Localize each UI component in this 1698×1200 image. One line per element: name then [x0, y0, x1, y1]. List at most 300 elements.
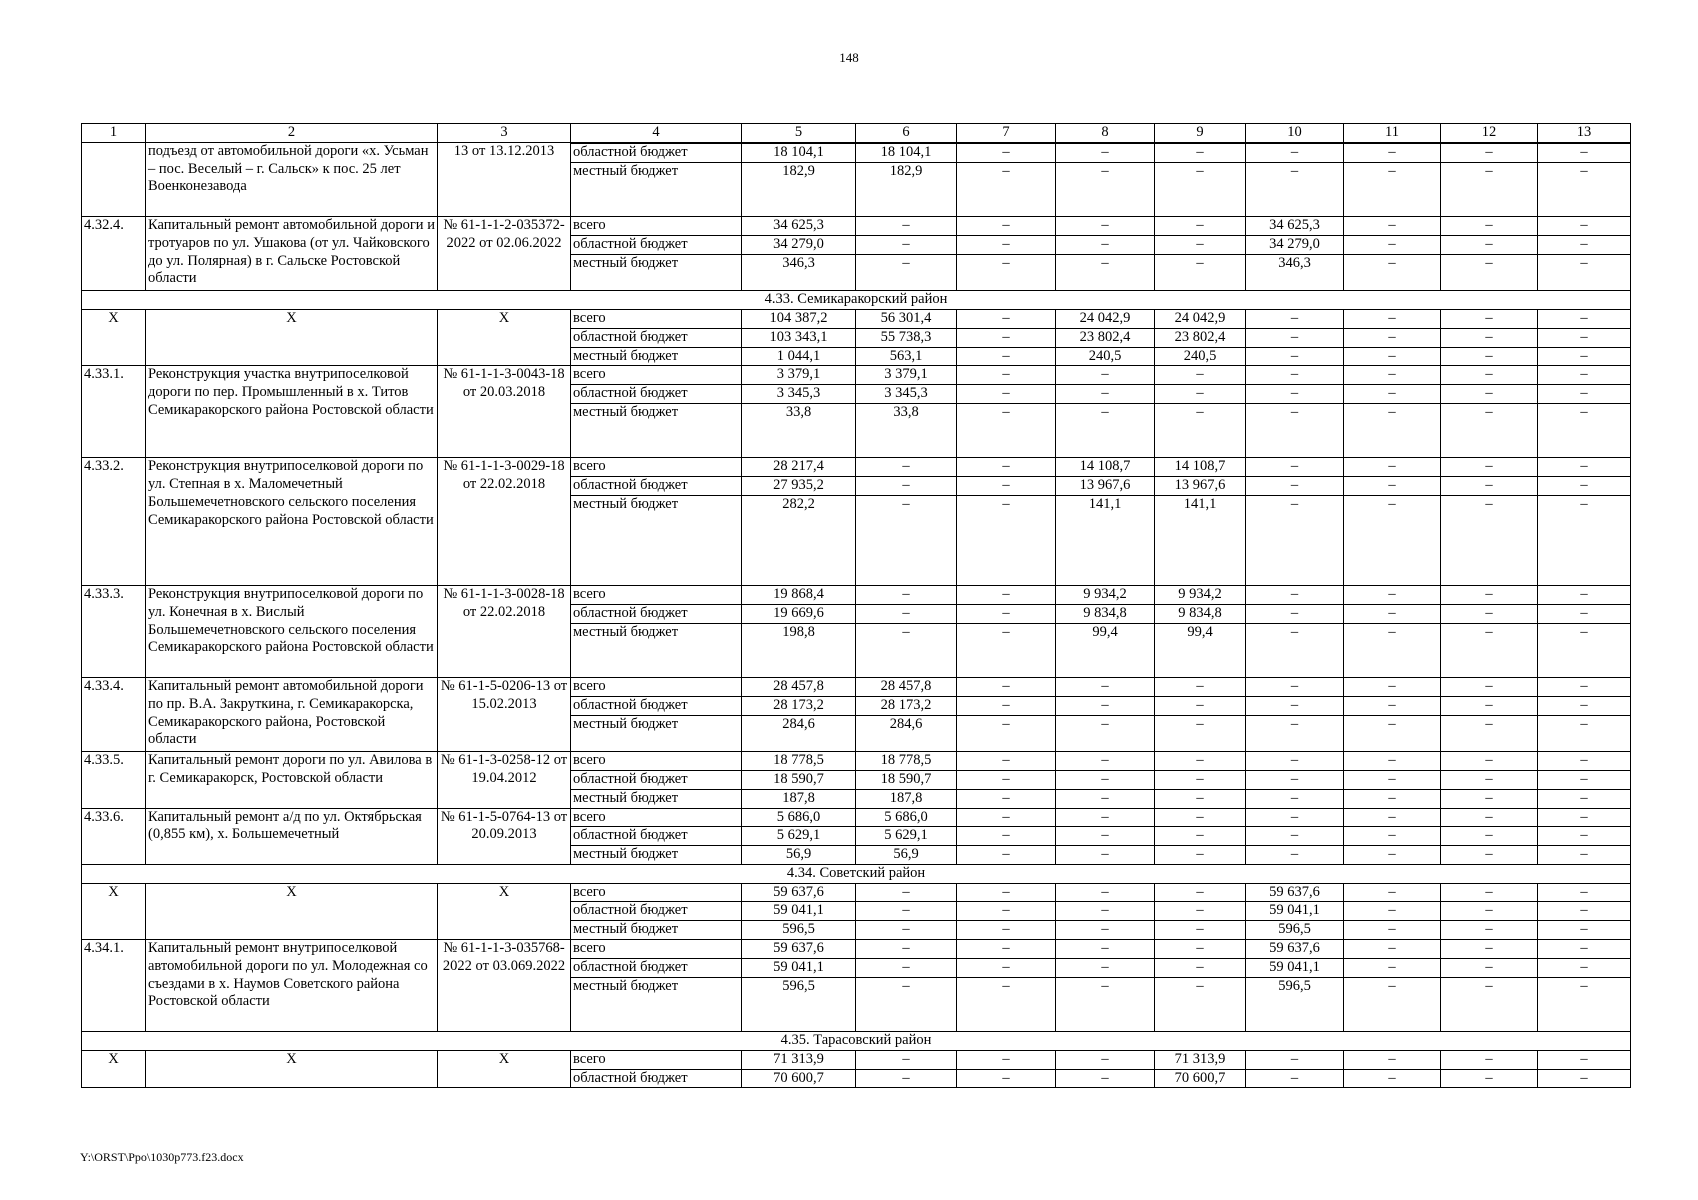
value-cell: –	[957, 495, 1056, 585]
value-cell: –	[1246, 604, 1344, 623]
value-cell: –	[1056, 366, 1155, 385]
header-cell: 13	[1538, 124, 1631, 143]
value-cell: 9 934,2	[1056, 585, 1155, 604]
value-cell: –	[1155, 677, 1246, 696]
value-cell: 3 345,3	[742, 385, 856, 404]
table-row	[82, 458, 1631, 477]
value-cell: 103 343,1	[742, 328, 856, 347]
value-cell: –	[1056, 254, 1155, 291]
value-cell: 59 041,1	[742, 958, 856, 977]
value-cell: 5 629,1	[742, 827, 856, 846]
value-cell: –	[1441, 235, 1538, 254]
value-cell: –	[856, 585, 957, 604]
value-cell: 28 457,8	[856, 677, 957, 696]
value-cell: –	[856, 495, 957, 585]
value-cell: –	[856, 921, 957, 940]
value-cell: –	[957, 477, 1056, 496]
value-cell: –	[957, 715, 1056, 752]
header-cell: 2	[146, 124, 438, 143]
value-cell: –	[1538, 328, 1631, 347]
header-cell: 12	[1441, 124, 1538, 143]
value-cell: –	[1538, 770, 1631, 789]
section-title: 4.33. Семикаракорский район	[82, 291, 1631, 310]
header-cell: 10	[1246, 124, 1344, 143]
value-cell: –	[957, 623, 1056, 677]
funding-source: всего	[571, 883, 742, 902]
value-cell: –	[1246, 770, 1344, 789]
value-cell: –	[957, 143, 1056, 162]
value-cell: –	[957, 921, 1056, 940]
value-cell: –	[1538, 403, 1631, 457]
value-cell: 19 669,6	[742, 604, 856, 623]
value-cell: –	[957, 366, 1056, 385]
object-name: Капитальный ремонт дороги по ул. Авилова в г. Семикаракорск, Ростовской области	[146, 752, 438, 808]
value-cell: –	[1155, 977, 1246, 1031]
value-cell: 141,1	[1056, 495, 1155, 585]
value-cell: 99,4	[1056, 623, 1155, 677]
value-cell: 18 778,5	[856, 752, 957, 771]
funding-source: областной бюджет	[571, 604, 742, 623]
funding-source: местный бюджет	[571, 789, 742, 808]
value-cell: –	[957, 347, 1056, 366]
value-cell: –	[1441, 977, 1538, 1031]
value-cell: –	[1538, 808, 1631, 827]
value-cell: –	[1344, 1069, 1441, 1088]
document-number: X	[438, 1050, 571, 1088]
value-cell: –	[1344, 254, 1441, 291]
value-cell: –	[1441, 477, 1538, 496]
value-cell: –	[1441, 495, 1538, 585]
value-cell: 70 600,7	[1155, 1069, 1246, 1088]
value-cell: 27 935,2	[742, 477, 856, 496]
value-cell: –	[1344, 902, 1441, 921]
row-number: 4.33.1.	[82, 366, 146, 458]
table-row	[82, 752, 1631, 771]
value-cell: –	[1246, 1050, 1344, 1069]
row-number: X	[82, 1050, 146, 1088]
value-cell: –	[1344, 1050, 1441, 1069]
document-number: 13 от 13.12.2013	[438, 142, 571, 216]
row-number: X	[82, 309, 146, 365]
row-number: 4.33.2.	[82, 458, 146, 586]
value-cell: –	[957, 216, 1056, 235]
value-cell: –	[1344, 495, 1441, 585]
value-cell: 71 313,9	[742, 1050, 856, 1069]
value-cell: –	[856, 477, 957, 496]
funding-source: местный бюджет	[571, 495, 742, 585]
value-cell: –	[1538, 752, 1631, 771]
value-cell: –	[1056, 677, 1155, 696]
value-cell: –	[1538, 623, 1631, 677]
value-cell: –	[1441, 770, 1538, 789]
value-cell: –	[1155, 366, 1246, 385]
value-cell: 596,5	[742, 921, 856, 940]
value-cell: –	[1441, 789, 1538, 808]
value-cell: –	[1441, 940, 1538, 959]
value-cell: –	[957, 235, 1056, 254]
value-cell: –	[1441, 677, 1538, 696]
funding-source: местный бюджет	[571, 162, 742, 216]
value-cell: –	[1246, 385, 1344, 404]
value-cell: –	[1155, 403, 1246, 457]
value-cell: –	[1344, 977, 1441, 1031]
value-cell: 346,3	[742, 254, 856, 291]
value-cell: 99,4	[1155, 623, 1246, 677]
value-cell: –	[1344, 585, 1441, 604]
value-cell: –	[1441, 458, 1538, 477]
value-cell: 187,8	[742, 789, 856, 808]
value-cell: –	[1441, 715, 1538, 752]
object-name: X	[146, 309, 438, 365]
value-cell: –	[957, 770, 1056, 789]
value-cell: 19 868,4	[742, 585, 856, 604]
funding-source: областной бюджет	[571, 696, 742, 715]
row-number: 4.33.5.	[82, 752, 146, 808]
value-cell: 3 345,3	[856, 385, 957, 404]
value-cell: –	[1246, 143, 1344, 162]
value-cell: –	[1538, 366, 1631, 385]
value-cell: 187,8	[856, 789, 957, 808]
value-cell: –	[1344, 477, 1441, 496]
header-cell: 7	[957, 124, 1056, 143]
header-cell: 8	[1056, 124, 1155, 143]
value-cell: 59 041,1	[1246, 958, 1344, 977]
value-cell: –	[1344, 143, 1441, 162]
funding-source: областной бюджет	[571, 235, 742, 254]
value-cell: –	[1155, 958, 1246, 977]
table-row	[82, 808, 1631, 827]
value-cell: –	[1246, 1069, 1344, 1088]
value-cell: 282,2	[742, 495, 856, 585]
row-number: 4.33.4.	[82, 677, 146, 751]
document-number: X	[438, 309, 571, 365]
value-cell: –	[1441, 1050, 1538, 1069]
value-cell: –	[1538, 846, 1631, 865]
value-cell: 18 778,5	[742, 752, 856, 771]
value-cell: 33,8	[742, 403, 856, 457]
funding-source: всего	[571, 808, 742, 827]
value-cell: –	[1538, 1050, 1631, 1069]
value-cell: 55 738,3	[856, 328, 957, 347]
funding-source: всего	[571, 366, 742, 385]
value-cell: –	[957, 789, 1056, 808]
object-name: X	[146, 883, 438, 939]
value-cell: –	[1538, 715, 1631, 752]
value-cell: –	[1441, 958, 1538, 977]
value-cell: –	[1538, 385, 1631, 404]
document-number: № 61-1-5-0206-13 от 15.02.2013	[438, 677, 571, 751]
funding-source: местный бюджет	[571, 921, 742, 940]
value-cell: 182,9	[742, 162, 856, 216]
value-cell: –	[1155, 827, 1246, 846]
value-cell: –	[1155, 808, 1246, 827]
value-cell: 28 217,4	[742, 458, 856, 477]
value-cell: –	[1441, 216, 1538, 235]
value-cell: 56 301,4	[856, 309, 957, 328]
value-cell: –	[957, 977, 1056, 1031]
section-row	[82, 1032, 1631, 1051]
value-cell: 182,9	[856, 162, 957, 216]
funding-source: всего	[571, 752, 742, 771]
header-cell: 1	[82, 124, 146, 143]
document-number: № 61-1-1-3-0029-18 от 22.02.2018	[438, 458, 571, 586]
value-cell: –	[856, 958, 957, 977]
value-cell: –	[1538, 883, 1631, 902]
value-cell: –	[856, 623, 957, 677]
value-cell: –	[1246, 715, 1344, 752]
value-cell: –	[1246, 403, 1344, 457]
value-cell: 1 044,1	[742, 347, 856, 366]
budget-table	[81, 123, 1631, 1088]
value-cell: –	[1344, 216, 1441, 235]
value-cell: 9 834,8	[1056, 604, 1155, 623]
value-cell: 24 042,9	[1056, 309, 1155, 328]
value-cell: 198,8	[742, 623, 856, 677]
value-cell: 5 629,1	[856, 827, 957, 846]
value-cell: –	[1344, 696, 1441, 715]
value-cell: –	[1344, 328, 1441, 347]
section-title: 4.35. Тарасовский район	[82, 1032, 1631, 1051]
value-cell: –	[1441, 696, 1538, 715]
funding-source: всего	[571, 940, 742, 959]
value-cell: –	[1538, 495, 1631, 585]
value-cell: –	[1538, 235, 1631, 254]
value-cell: 34 625,3	[1246, 216, 1344, 235]
value-cell: –	[1441, 143, 1538, 162]
value-cell: –	[856, 902, 957, 921]
object-name: Капитальный ремонт автомобильной дороги по пр. В.А. Закруткина, г. Семикаракорска, Семикаракорского района, Ростовской области	[146, 677, 438, 751]
value-cell: –	[1441, 808, 1538, 827]
value-cell: –	[1056, 752, 1155, 771]
value-cell: –	[1246, 495, 1344, 585]
value-cell: –	[1155, 789, 1246, 808]
value-cell: –	[1056, 977, 1155, 1031]
value-cell: 59 637,6	[1246, 883, 1344, 902]
value-cell: –	[957, 458, 1056, 477]
value-cell: 28 457,8	[742, 677, 856, 696]
funding-source: областной бюджет	[571, 827, 742, 846]
value-cell: 563,1	[856, 347, 957, 366]
value-cell: –	[1246, 309, 1344, 328]
value-cell: –	[856, 977, 957, 1031]
header-cell: 3	[438, 124, 571, 143]
value-cell: –	[1155, 940, 1246, 959]
header-cell: 9	[1155, 124, 1246, 143]
value-cell: –	[1441, 162, 1538, 216]
object-name: Капитальный ремонт а/д по ул. Октябрьская (0,855 км), х. Большемечетный	[146, 808, 438, 864]
value-cell: –	[1155, 921, 1246, 940]
value-cell: –	[1441, 403, 1538, 457]
object-name: X	[146, 1050, 438, 1088]
value-cell: –	[1538, 958, 1631, 977]
value-cell: –	[1155, 385, 1246, 404]
value-cell: 5 686,0	[742, 808, 856, 827]
value-cell: –	[1441, 1069, 1538, 1088]
value-cell: 3 379,1	[856, 366, 957, 385]
value-cell: 18 104,1	[742, 143, 856, 162]
value-cell: –	[1056, 921, 1155, 940]
value-cell: –	[957, 309, 1056, 328]
value-cell: –	[1155, 715, 1246, 752]
value-cell: 596,5	[1246, 977, 1344, 1031]
value-cell: 240,5	[1155, 347, 1246, 366]
funding-source: местный бюджет	[571, 254, 742, 291]
document-number: № 61-1-1-2-035372-2022 от 02.06.2022	[438, 216, 571, 290]
value-cell: –	[1246, 623, 1344, 677]
value-cell: –	[856, 216, 957, 235]
value-cell: –	[1344, 677, 1441, 696]
value-cell: –	[1056, 883, 1155, 902]
value-cell: –	[1344, 958, 1441, 977]
funding-source: всего	[571, 309, 742, 328]
funding-source: всего	[571, 585, 742, 604]
table-row	[82, 1050, 1631, 1069]
value-cell: 141,1	[1155, 495, 1246, 585]
value-cell: –	[856, 604, 957, 623]
funding-source: всего	[571, 1050, 742, 1069]
table-row	[82, 677, 1631, 696]
value-cell: –	[1155, 235, 1246, 254]
value-cell: 284,6	[856, 715, 957, 752]
table-row	[82, 883, 1631, 902]
value-cell: –	[957, 883, 1056, 902]
value-cell: 28 173,2	[856, 696, 957, 715]
value-cell: –	[1155, 254, 1246, 291]
value-cell: –	[1344, 883, 1441, 902]
value-cell: –	[1538, 902, 1631, 921]
value-cell: 14 108,7	[1155, 458, 1246, 477]
value-cell: –	[1056, 403, 1155, 457]
funding-source: всего	[571, 216, 742, 235]
value-cell: 71 313,9	[1155, 1050, 1246, 1069]
value-cell: –	[1056, 1050, 1155, 1069]
object-name: Реконструкция внутрипоселковой дороги по ул. Степная в х. Маломечетный Большемечетновского сельского поселения Семикаракорского района Ростовской области	[146, 458, 438, 586]
value-cell: –	[1344, 808, 1441, 827]
value-cell: 13 967,6	[1155, 477, 1246, 496]
value-cell: –	[957, 1069, 1056, 1088]
value-cell: –	[957, 902, 1056, 921]
value-cell: –	[1056, 846, 1155, 865]
value-cell: 346,3	[1246, 254, 1344, 291]
value-cell: –	[1056, 385, 1155, 404]
value-cell: –	[1344, 940, 1441, 959]
value-cell: –	[1056, 940, 1155, 959]
header-row	[82, 124, 1631, 143]
header-cell: 11	[1344, 124, 1441, 143]
value-cell: –	[1538, 216, 1631, 235]
value-cell: –	[1538, 309, 1631, 328]
value-cell: –	[1056, 696, 1155, 715]
table-row	[82, 585, 1631, 604]
value-cell: –	[957, 940, 1056, 959]
table-row	[82, 940, 1631, 959]
value-cell: –	[1344, 789, 1441, 808]
value-cell: –	[957, 677, 1056, 696]
value-cell: 56,9	[856, 846, 957, 865]
value-cell: –	[1538, 1069, 1631, 1088]
value-cell: –	[1246, 846, 1344, 865]
value-cell: –	[1441, 309, 1538, 328]
value-cell: 28 173,2	[742, 696, 856, 715]
row-number: 4.32.4.	[82, 216, 146, 290]
value-cell: –	[1538, 696, 1631, 715]
value-cell: –	[957, 162, 1056, 216]
section-row	[82, 864, 1631, 883]
header-cell: 6	[856, 124, 957, 143]
value-cell: –	[1056, 789, 1155, 808]
object-name: Реконструкция внутрипоселковой дороги по ул. Конечная в х. Вислый Большемечетновского сельского поселения Семикаракорского района Ростовской области	[146, 585, 438, 677]
object-name: подъезд от автомобильной дороги «х. Усьман – пос. Веселый – г. Сальск» к пос. 25 лет Военконезавода	[146, 142, 438, 216]
section-title: 4.34. Советский район	[82, 864, 1631, 883]
funding-source: областной бюджет	[571, 328, 742, 347]
table-row	[82, 216, 1631, 235]
value-cell: –	[957, 254, 1056, 291]
value-cell: –	[957, 585, 1056, 604]
value-cell: –	[856, 1050, 957, 1069]
row-number	[82, 142, 146, 216]
value-cell: –	[1155, 752, 1246, 771]
value-cell: –	[1441, 604, 1538, 623]
value-cell: –	[1246, 808, 1344, 827]
value-cell: –	[957, 827, 1056, 846]
value-cell: 70 600,7	[742, 1069, 856, 1088]
section-row	[82, 291, 1631, 310]
funding-source: областной бюджет	[571, 902, 742, 921]
value-cell: –	[1056, 235, 1155, 254]
value-cell: –	[957, 328, 1056, 347]
value-cell: –	[856, 254, 957, 291]
value-cell: –	[957, 1050, 1056, 1069]
value-cell: 34 279,0	[1246, 235, 1344, 254]
table-row	[82, 366, 1631, 385]
value-cell: –	[957, 752, 1056, 771]
value-cell: –	[1441, 623, 1538, 677]
value-cell: –	[957, 403, 1056, 457]
document-number: № 61-1-5-0764-13 от 20.09.2013	[438, 808, 571, 864]
value-cell: –	[1344, 770, 1441, 789]
value-cell: 33,8	[856, 403, 957, 457]
value-cell: –	[1056, 715, 1155, 752]
value-cell: –	[1056, 958, 1155, 977]
value-cell: –	[1441, 752, 1538, 771]
value-cell: –	[1344, 309, 1441, 328]
value-cell: 23 802,4	[1155, 328, 1246, 347]
value-cell: –	[1538, 604, 1631, 623]
value-cell: –	[957, 808, 1056, 827]
value-cell: –	[957, 696, 1056, 715]
value-cell: –	[1246, 696, 1344, 715]
value-cell: 596,5	[1246, 921, 1344, 940]
row-number: 4.34.1.	[82, 940, 146, 1032]
value-cell: 59 637,6	[742, 940, 856, 959]
value-cell: –	[1246, 328, 1344, 347]
row-number: X	[82, 883, 146, 939]
page-number: 148	[839, 50, 859, 65]
value-cell: –	[957, 385, 1056, 404]
value-cell: –	[1441, 827, 1538, 846]
value-cell: –	[1246, 585, 1344, 604]
value-cell: –	[1056, 770, 1155, 789]
header-cell: 4	[571, 124, 742, 143]
value-cell: –	[1538, 458, 1631, 477]
funding-source: местный бюджет	[571, 403, 742, 457]
value-cell: –	[1344, 921, 1441, 940]
funding-source: местный бюджет	[571, 715, 742, 752]
value-cell: –	[1344, 715, 1441, 752]
value-cell: –	[1441, 585, 1538, 604]
value-cell: –	[1056, 162, 1155, 216]
value-cell: –	[1246, 458, 1344, 477]
